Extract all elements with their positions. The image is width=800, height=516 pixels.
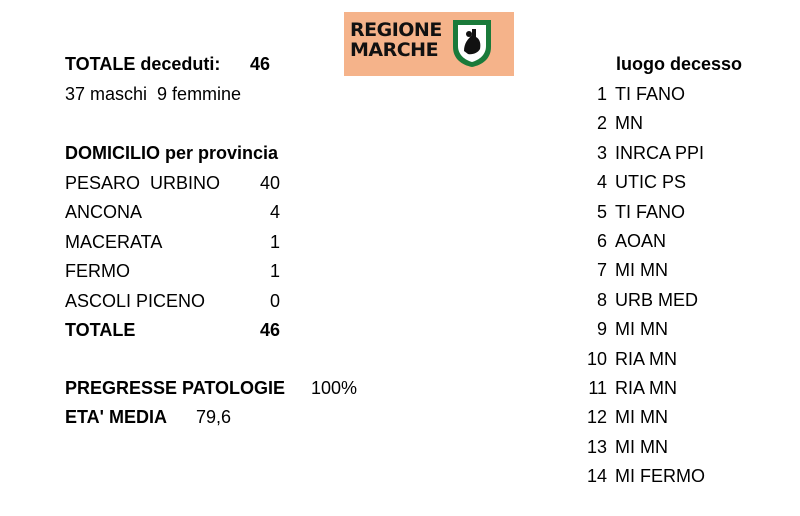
luogo-item-place: MI MN: [615, 260, 668, 280]
luogo-item-number: 13: [586, 437, 607, 457]
luogo-item-number: 14: [586, 466, 607, 486]
regione-marche-logo: [344, 12, 514, 76]
totale-deceduti-value: 46: [250, 54, 271, 74]
luogo-item-number: 8: [596, 290, 607, 310]
luogo-item-place: MN: [615, 113, 643, 133]
domicilio-province-value: 0: [269, 291, 280, 311]
luogo-item-place: MI MN: [615, 437, 668, 457]
logo-line2: MARCHE: [350, 39, 439, 61]
luogo-item-place: MI FERMO: [615, 466, 705, 486]
luogo-item-number: 9: [596, 319, 607, 339]
domicilio-province-name: ASCOLI PICENO: [65, 291, 206, 311]
logo-line1: REGIONE: [350, 19, 442, 41]
luogo-item-number: 6: [596, 231, 607, 251]
luogo-item-place: URB MED: [615, 290, 699, 310]
domicilio-total-value: 46: [259, 320, 280, 340]
patologie-value: 100%: [311, 378, 358, 398]
domicilio-province-name: PESARO URBINO: [65, 173, 221, 193]
luogo-item-place: UTIC PS: [615, 172, 687, 192]
eta-media-value: 79,6: [196, 407, 232, 427]
domicilio-province-value: 1: [269, 232, 280, 252]
luogo-item-place: TI FANO: [615, 84, 686, 104]
luogo-decesso-heading: luogo decesso: [616, 54, 743, 74]
luogo-item-place: MI MN: [615, 319, 668, 339]
luogo-item-number: 1: [596, 84, 607, 104]
domicilio-province-name: ANCONA: [65, 202, 143, 222]
luogo-item-number: 3: [596, 143, 607, 163]
domicilio-province-value: 1: [269, 261, 280, 281]
logo-text: [350, 20, 442, 60]
domicilio-province-value: 40: [259, 173, 280, 193]
luogo-item-number: 11: [588, 378, 607, 398]
luogo-item-place: INRCA PPI: [615, 143, 705, 163]
luogo-item-number: 10: [586, 349, 607, 369]
domicilio-total-label: TOTALE: [65, 320, 136, 340]
luogo-item-number: 12: [586, 407, 607, 427]
luogo-item-number: 5: [596, 202, 607, 222]
luogo-item-place: TI FANO: [615, 202, 686, 222]
luogo-item-number: 2: [596, 113, 607, 133]
luogo-item-place: RIA MN: [615, 378, 678, 398]
luogo-item-place: MI MN: [615, 407, 668, 427]
luogo-item-place: RIA MN: [615, 349, 678, 369]
domicilio-province-name: MACERATA: [65, 232, 163, 252]
domicilio-province-name: FERMO: [65, 261, 130, 281]
totale-deceduti-label: TOTALE deceduti:: [65, 54, 221, 74]
shield-icon: [450, 17, 494, 69]
luogo-item-number: 7: [596, 260, 607, 280]
patologie-label: PREGRESSE PATOLOGIE: [65, 378, 286, 398]
domicilio-province-value: 4: [269, 202, 280, 222]
luogo-item-number: 4: [596, 172, 607, 192]
domicilio-heading: DOMICILIO per provincia: [65, 143, 279, 163]
luogo-item-place: AOAN: [615, 231, 667, 251]
eta-media-label: ETA' MEDIA: [65, 407, 167, 427]
sesso-breakdown: 37 maschi 9 femmine: [65, 84, 242, 104]
